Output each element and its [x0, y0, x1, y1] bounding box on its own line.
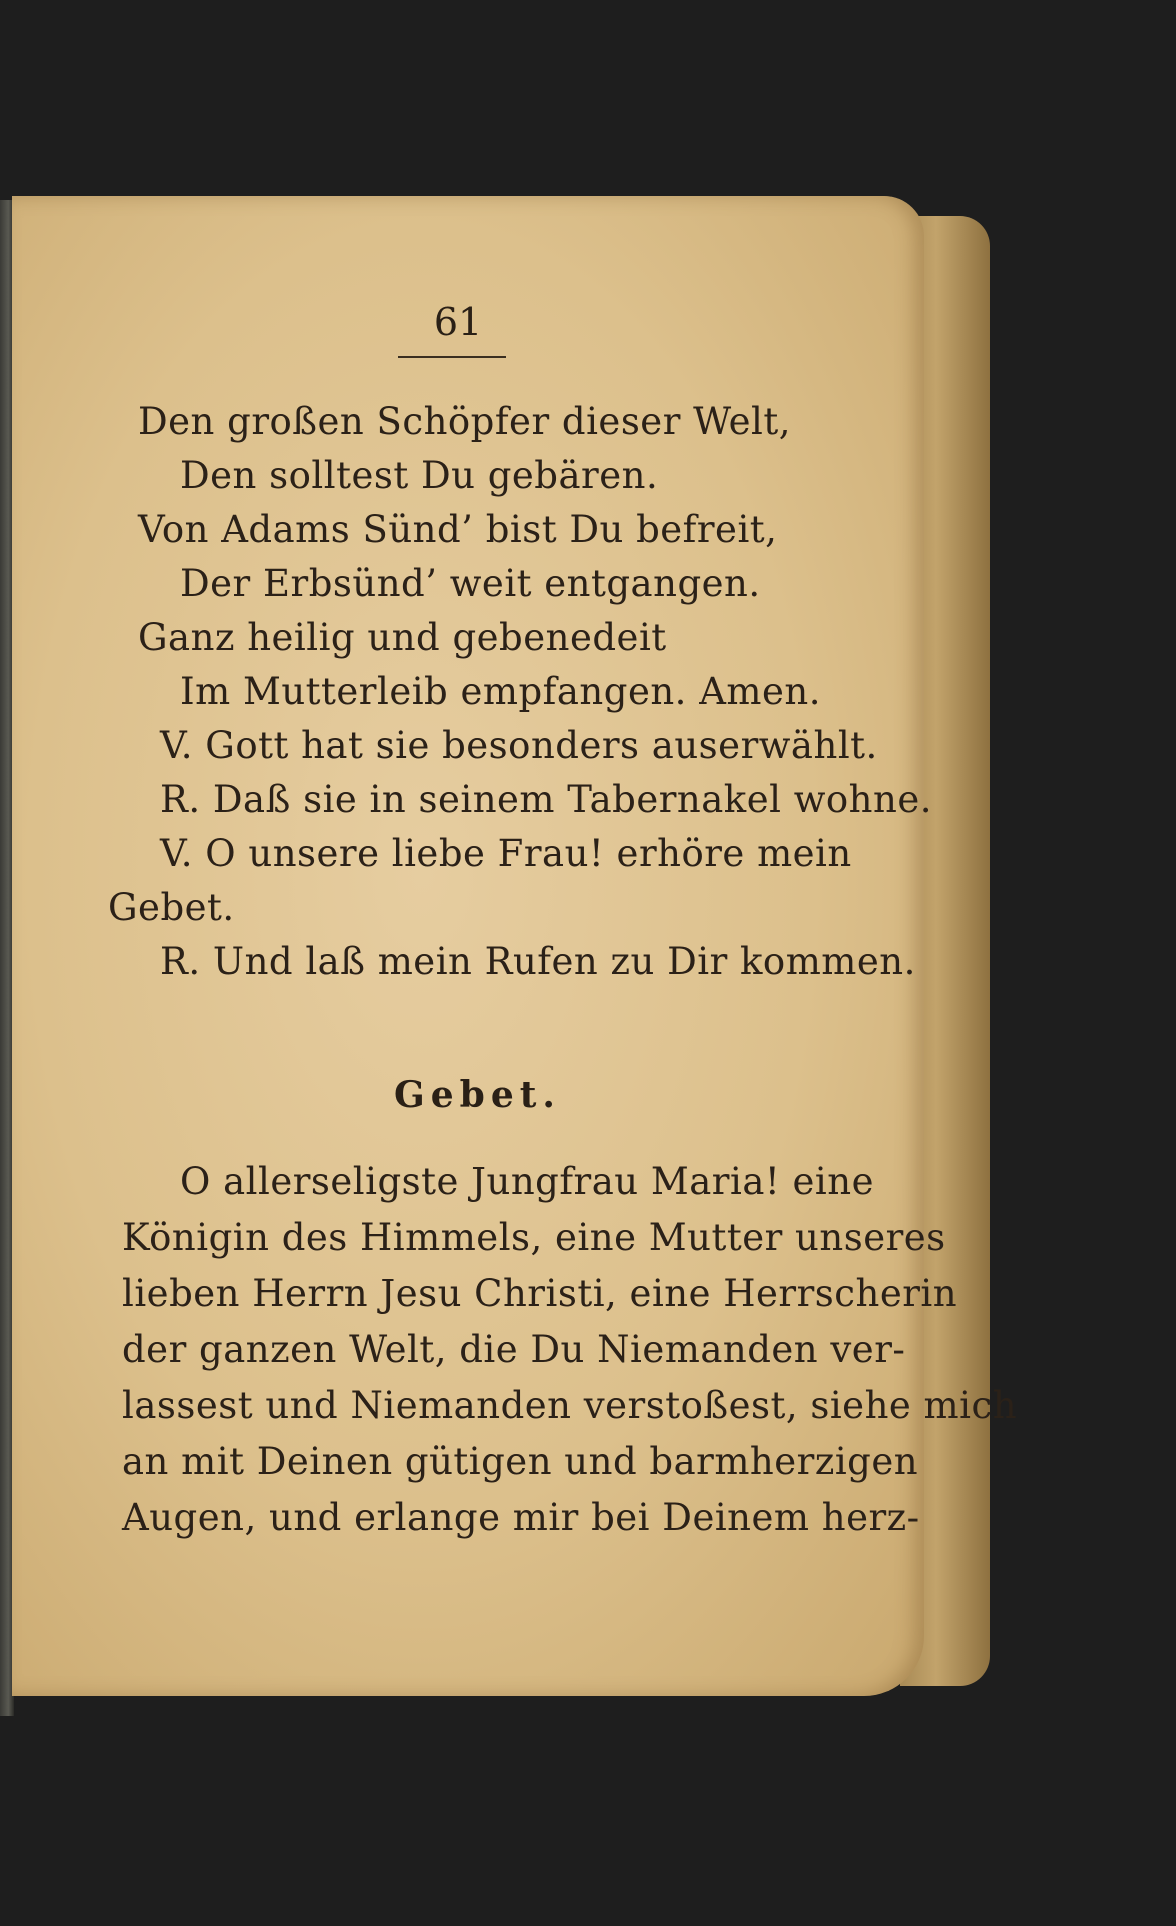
responsory-line: R. Daß sie in seinem Tabernakel wohne. [160, 778, 932, 821]
prayer-line: der ganzen Welt, die Du Niemanden ver- [122, 1328, 906, 1371]
prayer-line: Königin des Himmels, eine Mutter unseres [122, 1216, 946, 1259]
prayer-line: lassest und Niemanden verstoßest, siehe mich [122, 1384, 1018, 1427]
page-text [12, 196, 1018, 1696]
book-page [12, 196, 1018, 1696]
prayer-line: Augen, und erlange mir bei Deinem herz- [122, 1496, 920, 1539]
verse-line: Den großen Schöpfer dieser Welt, [138, 400, 792, 443]
book [0, 196, 1018, 1720]
page-number: 61 [433, 300, 483, 344]
prayer-line: lieben Herrn Jesu Christi, eine Herrscherin [122, 1272, 958, 1315]
verse-line: Der Erbsünd’ weit entgangen. [180, 562, 761, 605]
responsory-line: Gebet. [108, 886, 235, 929]
prayer-line: O allerseligste Jungfrau Maria! eine [180, 1160, 874, 1203]
section-heading: Gebet. [394, 1074, 561, 1116]
verse-line: Den solltest Du gebären. [180, 454, 659, 497]
verse-line: Von Adams Sünd’ bist Du befreit, [138, 508, 778, 551]
verse-line: Im Mutterleib empfangen. Amen. [180, 670, 821, 713]
responsory-line: V. O unsere liebe Frau! erhöre mein [160, 832, 852, 875]
responsory-line: V. Gott hat sie besonders auserwählt. [160, 724, 878, 767]
verse-line: Ganz heilig und gebenedeit [138, 616, 667, 659]
prayer-line: an mit Deinen gütigen und barmherzigen [122, 1440, 919, 1483]
responsory-line: R. Und laß mein Rufen zu Dir kommen. [160, 940, 916, 983]
